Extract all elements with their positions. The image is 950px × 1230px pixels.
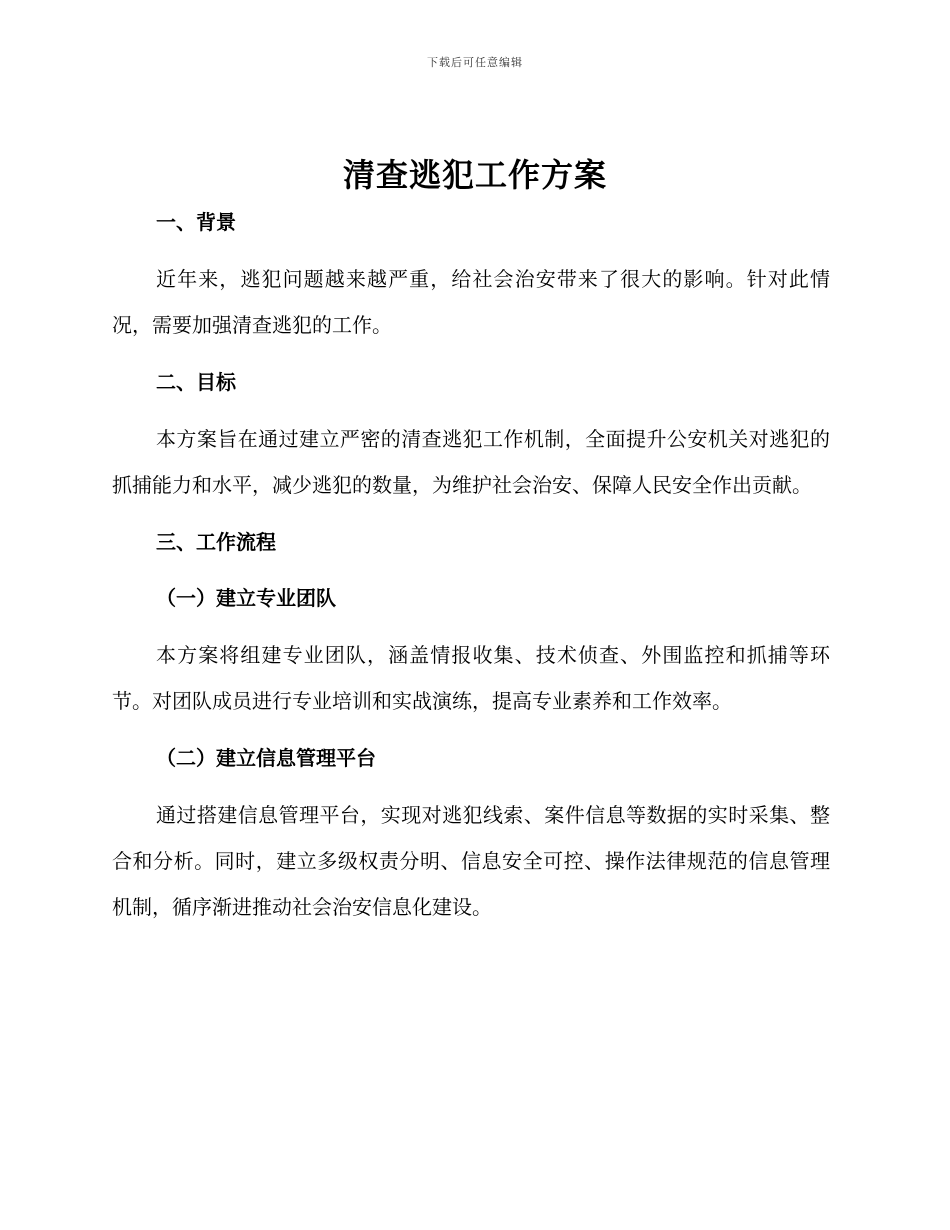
section-paragraph-background: 近年来，逃犯问题越来越严重，给社会治安带来了很大的影响。针对此情况，需要加强清查逃犯的工作。 — [112, 267, 830, 337]
header-note: 下载后可任意编辑 — [427, 56, 523, 69]
subsection-heading-team: （一）建立专业团队 — [156, 586, 336, 610]
subsection-paragraph-platform: 通过搭建信息管理平台，实现对逃犯线索、案件信息等数据的实时采集、整合和分析。同时，建立多级权责分明、信息安全可控、操作法律规范的信息管理机制，循序渐进推动社会治安信息化建设。 — [112, 803, 830, 919]
document-body — [112, 200, 830, 930]
section-paragraph-goal: 本方案旨在通过建立严密的清查逃犯工作机制，全面提升公安机关对逃犯的抓捕能力和水平，减少逃犯的数量，为维护社会治安、保障人民安全作出贡献。 — [112, 427, 830, 497]
subsection-heading-platform: （二）建立信息管理平台 — [156, 746, 376, 770]
section-heading-goal: 二、目标 — [156, 370, 236, 394]
section-heading-background: 一、背景 — [156, 210, 236, 234]
document-title: 清查逃犯工作方案 — [342, 156, 607, 194]
section-heading-workflow: 三、工作流程 — [156, 530, 276, 554]
subsection-paragraph-team: 本方案将组建专业团队，涵盖情报收集、技术侦查、外围监控和抓捕等环节。对团队成员进行专业培训和实战演练，提高专业素养和工作效率。 — [112, 643, 830, 713]
